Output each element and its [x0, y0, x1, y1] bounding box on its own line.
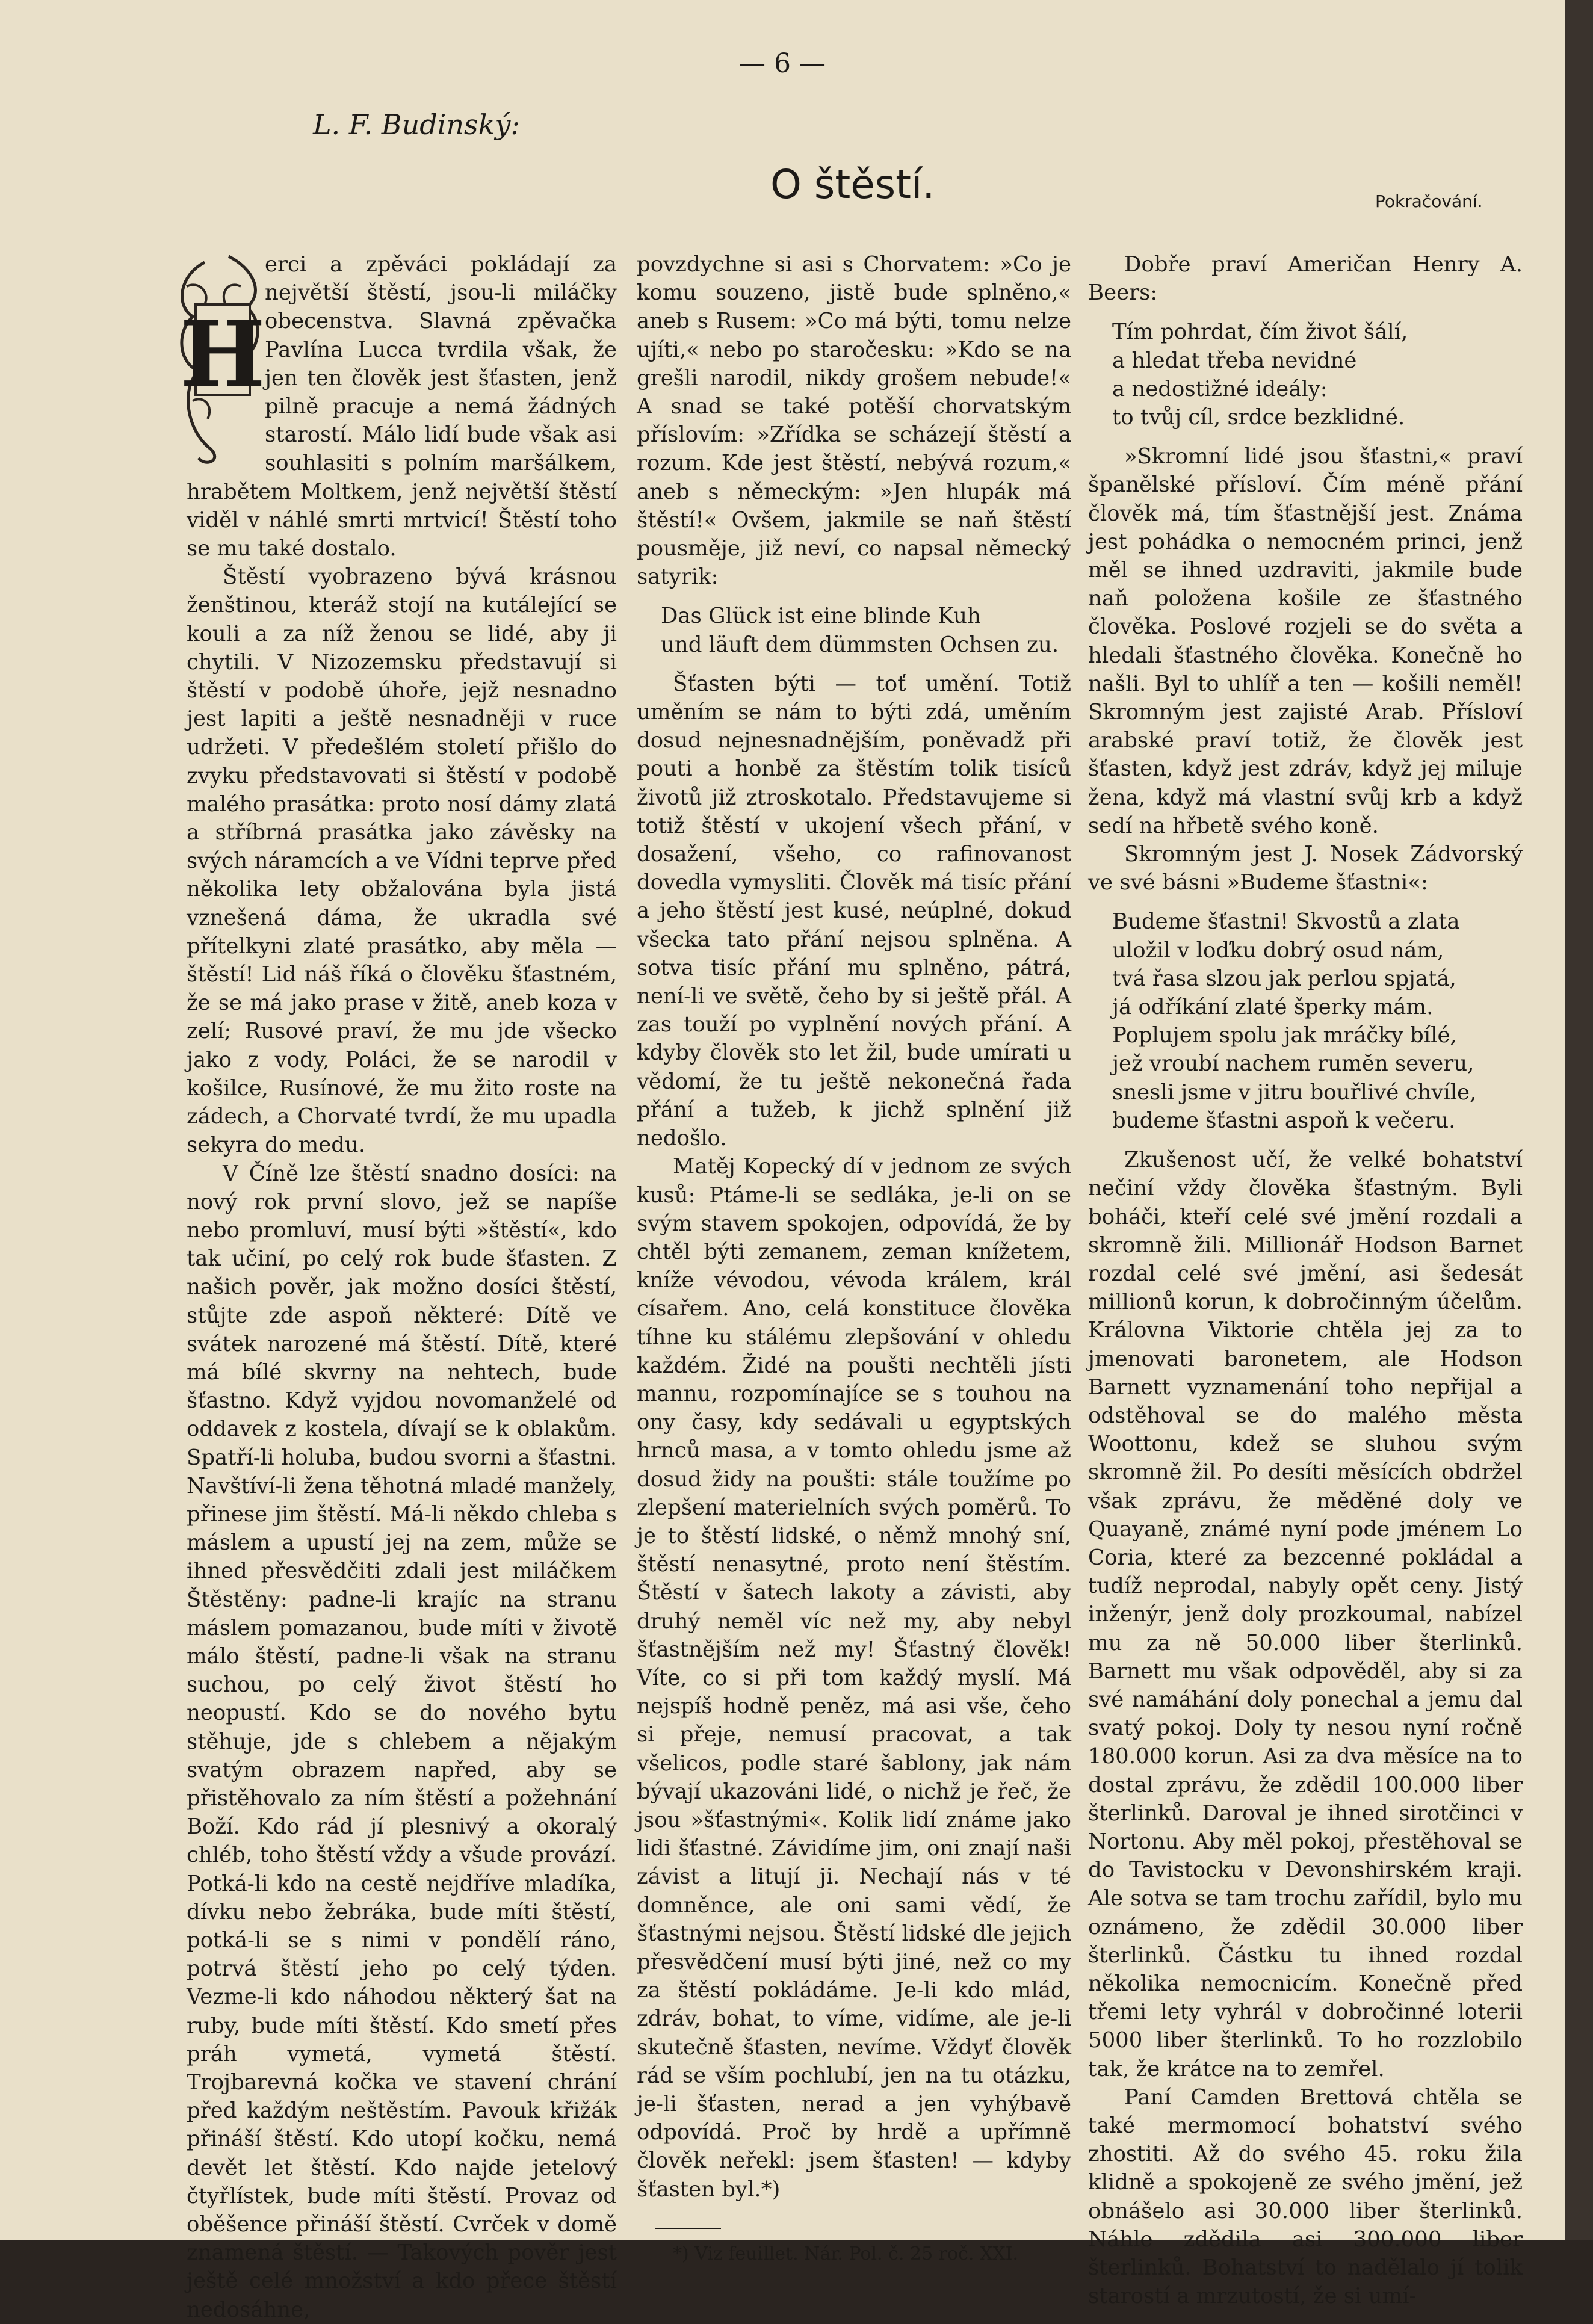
paragraph: »Skromní lidé jsou šťastni,« praví španělské přísloví. Čím méně přání člověk má, tím šťastnější jest. Známa jest pohádka o nemocném princi, jenž měl se ihned uzdraviti, jakmile bude naň položena košile ze šťastného člověka. Poslové rozjeli se do světa a hledali šťastného člověka. Konečně ho našli. Byl to uhlíř a ten — košili neměl! Skromným jest zajisté Arab. Přísloví arabské praví totiž, že člověk jest šťasten, když jest zdráv, když jej miluje žena, když má vlastní svůj krb a když sedí na hřbetě svého koně.: [1088, 444, 1523, 838]
paragraph: povzdychne si asi s Chorvatem: »Co je komu souzeno, jistě bude splněno,« aneb s Rusem: »Co má býti, tomu nelze ujíti,« nebo po staročesku: »Kdo se na grešli narodil, nikdy grošem nebude!« A snad se také potěší chorvatským příslovím: »Zřídka se scházejí štěstí a rozum. Kde jest štěstí, nebývá rozum,« aneb s německým: »Jen hlupák má štěstí!« Ovšem, jakmile se naň štěstí pousměje, již neví, co napsal německý satyrik:: [637, 252, 1071, 590]
paragraph: Paní Camden Brettová chtěla se také mermomocí bohatství svého zhostiti. Až do svého 45. roku žila klidně a spokojeně ze svého jmění, jež obnášelo asi 30.000 liber šterlinků. Náhle zdědila asi 300.000 liber šterlinků. Bohatství to nadělalo jí tolik starostí a mrzutostí, že si umí-: [1088, 2084, 1523, 2309]
author-byline: L. F. Budinský:: [313, 108, 520, 141]
verse-line: a nedostižné ideály:: [1112, 376, 1328, 401]
article-title: O štěstí.: [770, 161, 935, 208]
paragraph: Štěstí vyobrazeno bývá krásnou ženštinou, kteráž stojí na kutálející se kouli a za níž ženou se lidé, aby ji chytili. V Nizozemsku představují si štěstí v podobě úhoře, jejž nesnadno jest lapiti a ještě nesnadněji v ruce udržeti. V předešlém století přišlo do zvyku představovati si štěstí v podobě malého prasátka: proto nosí dámy zlatá a stříbrná prasátka jako závěsky na svých náramcích a ve Vídni teprve před několika lety obžalována byla jistá vznešená dáma, že ukradla své přítelkyni zlaté prasátko, aby měla — štěstí! Lid náš říká o člověku šťastném, že se má jako prase v žitě, aneb koza v zelí; Rusové praví, že mu jde všecko jako z vody, Poláci, že se narodil v košilce, Rusínové, že mu žito roste na zádech, a Chorvaté tvrdí, že mu upadla sekyra do medu.: [187, 564, 617, 1158]
footnote: *) Viz feuillet. Nár. Pol. č. 25 roč. XXI.: [673, 2243, 1019, 2264]
ornamental-dropcap: [169, 250, 265, 473]
column-3: [1088, 250, 1523, 2310]
column-1: [180, 250, 617, 2324]
paragraph: Dobře praví Američan Henry A. Beers:: [1088, 252, 1523, 306]
paragraph: erci a zpěváci pokládají za největší štěstí, jsou-li miláčky obecenstva. Slavná zpěvačka Pavlína Lucca tvrdila však, že jen ten člověk jest šťasten, jenž pilně pracuje a nemá žádných starostí. Málo lidí bude však asi souhlasiti s polním maršálkem, hrabětem Moltkem, jenž největší štěstí viděl v náhlé smrti mrtvicí! Štěstí toho se mu také dostalo.: [187, 252, 617, 561]
footnote-rule: [655, 2228, 721, 2229]
verse-nosek: [1112, 907, 1523, 1135]
verse-line: snesli jsme v jitru bouřlivé chvíle,: [1112, 1080, 1477, 1105]
verse-line: tvá řasa slzou jak perlou spjatá,: [1112, 966, 1456, 991]
verse-line: budeme šťastni aspoň k večeru.: [1112, 1108, 1456, 1133]
verse-line: Budeme šťastni! Skvostů a zlata: [1112, 909, 1460, 935]
verse-line: já odříkání zlaté šperky mám.: [1112, 995, 1434, 1020]
verse-line: Poplujem spolu jak mráčky bílé,: [1112, 1023, 1457, 1048]
verse-line: uložil v loďku dobrý osud nám,: [1112, 938, 1444, 963]
column-2: [637, 250, 1071, 2268]
verse-line: a hledat třeba nevidné: [1112, 348, 1357, 373]
page-number: — 6 —: [739, 48, 826, 79]
verse-beers: [1112, 318, 1523, 431]
paragraph: V Číně lze štěstí snadno dosíci: na nový rok první slovo, jež se napíše nebo promluví, musí býti »štěstí«, kdo tak učiní, po celý rok bude šťasten. Z našich pověr, jak možno dosíci štěstí, stůjte zde aspoň některé: Dítě ve svátek narozené má štěstí. Dítě, které má bílé skvrny na nehtech, bude šťastno. Když vyjdou novomanželé od oddavek z kostela, dívají se k oblakům. Spatří-li holuba, budou svorni a šťastni. Navštíví-li žena těhotná mladé manžely, přinese jim štěstí. Má-li někdo chleba s máslem a upustí jej na zem, může se ihned přesvědčiti zdali jest miláčkem Štěstěny: padne-li krajíc na stranu máslem pomazanou, bude míti v životě málo štěstí, padne-li však na stranu suchou, po celý život štěstí ho neopustí. Kdo se do nového bytu stěhuje, jde s chlebem a nějakým svatým obrazem napřed, aby se přistěhovalo za ním štěstí a požehnání Boží. Kdo rád jí plesnivý a okoralý chléb, toho štěstí vždy a všude provází. Potká-li kdo na cestě nejdříve mladíka, dívku nebo žebráka, bude míti štěstí, potká-li se s nimi v pondělí ráno, potrvá štěstí jeho po celý týden. Vezme-li kdo náhodou některý šat na ruby, bude míti štěstí. Kdo smetí přes práh vymetá, vymetá štěstí. Trojbarevná kočka ve stavení chrání před každým neštěstím. Pavouk křižák přináší štěstí. Kdo utopí kočku, nemá devět let štěstí. Kdo najde jetelový čtyřlístek, bude míti štěstí. Provaz od oběšence přináší štěstí. Cvrček v domě znamená štěstí. — Takových pověr jest ještě celé množství a kdo přece štěstí nedosáhne,: [187, 1161, 617, 2322]
dropcap-letter: H: [180, 301, 265, 407]
paragraph: Matěj Kopecký dí v jednom ze svých kusů: Ptáme-li se sedláka, je-li on se svým stavem spokojen, odpovídá, že by chtěl býti zemanem, zeman knížetem, kníže vévodou, vévoda králem, král císařem. Ano, celá konstituce člověka tíhne ku stálému zlepšování v ohledu každém. Židé na poušti nechtěli jísti mannu, rozpomínajíce se s touhou na ony časy, kdy sedávali u egyptských hrnců masa, a v tomto ohledu jsme až dosud židy na poušti: stále toužíme po zlepšení materielních svých poměrů. To je to štěstí lidské, o němž mnohý sní, štěstí nenasytné, proto není štěstím. Štěstí v šatech lakoty a závisti, aby druhý neměl víc než my, aby nebyl šťastnějším než my! Šťastný člověk! Víte, co si při tom každý myslí. Má nejspíš hodně peněz, má asi vše, čeho si přeje, nemusí pracovat, a tak všelicos, podle staré šablony, jak nám bývají ukazováni lidé, o nichž je řeč, že jsou »šťastnými«. Kolik lidí známe jako lidi šťastné. Závidíme jim, oni znají naši závist a litují ji. Nechají nás v té domněnce, ale oni sami vědí, že šťastnými nejsou. Štěstí lidské dle jejich přesvědčení musí býti jiné, než co my za štěstí pokládáme. Je-li kdo mlád, zdráv, bohat, to víme, vidíme, ale je-li skutečně šťasten, nevíme. Vždyť člověk rád se vším pochlubí, jen na tu otázku, je-li šťasten, nerad a jen vyhýbavě odpovídá. Proč by hrdě a upřímně člověk neřekl: jsem šťasten! — kdyby šťasten byl.*): [637, 1154, 1071, 2202]
verse-line: to tvůj cíl, srdce bezklidné.: [1112, 405, 1405, 430]
dropcap-ornament-icon: [169, 250, 271, 473]
verse-line: jež vroubí nachem rumĕn severu,: [1112, 1051, 1474, 1077]
verse-line: und läuft dem dümmsten Ochsen zu.: [661, 632, 1059, 657]
continued-note: Pokračování.: [1375, 191, 1483, 211]
paragraph: Skromným jest J. Nosek Zádvorský ve své básni »Budeme šťastni«:: [1088, 842, 1523, 895]
paragraph: Šťasten býti — toť umění. Totiž uměním se nám to býti zdá, uměním dosud nejnesnadnějším, poněvadž při pouti a honbě za štěstím tolik tisíců životů již ztroskotalo. Představujeme si totiž štěstí v ukojení všech přání, v dosažení, všeho, co rafinovanost dovedla vymysliti. Člověk má tisíc přání a jeho štěstí jest kusé, neúplné, dokud všecka tato přání nejsou splněna. A sotva tisíc přání mu splněno, pátrá, není-li ve světě, čeho by si ještě přál. A zas touží po vyplnění nových přání. A kdyby člověk sto let žil, bude umírati u vědomí, že tu ještě nekonečná řada přání a tužeb, k jichž splnění již nedošlo.: [637, 671, 1071, 1151]
verse-quote: [661, 602, 1071, 658]
paragraph: Zkušenost učí, že velké bohatství nečiní vždy člověka šťastným. Byli boháči, kteří celé své jmění rozdali a skromně žili. Millionář Hodson Barnet rozdal celé své jmění, asi šedesát millionů korun, k dobročinným účelům. Královna Viktorie chtěla jej za to jmenovati baronetem, ale Hodson Barnett vyznamenání toho nepřijal a odstěhoval se do malého města Woottonu, kdež se sluhou svým skromně žil. Po desíti měsících obdržel však zprávu, že měděné doly ve Quayaně, známé nyní pode jménem Lo Coria, které za bezcenné pokládal a tudíž neprodal, nabyly opět ceny. Jistý inženýr, jenž doly prozkoumal, nabízel mu za ně 50.000 liber šterlinků. Barnett mu však odpověděl, aby si za své namáhání doly ponechal a jemu dal svatý pokoj. Doly ty nesou nyní ročně 180.000 korun. Asi za dva měsíce na to dostal zprávu, že zdědil 100.000 liber šterlinků. Daroval je ihned sirotčinci v Nortonu. Aby měl pokoj, přestěhoval se do Tavistocku v Devonshirském kraji. Ale sotva se tam trochu zařídil, bylo mu oznámeno, že zdědil 30.000 liber šterlinků. Částku tu ihned rozdal několika nemocnicím. Konečně před třemi lety vyhrál v dobročinné loterii 5000 liber šterlinků. To ho rozzlobilo tak, že krátce na to zemřel.: [1088, 1148, 1523, 2081]
verse-line: Tím pohrdat, čím život šálí,: [1112, 320, 1408, 345]
page-binding-edge: [1565, 0, 1593, 2240]
verse-line: Das Glück ist eine blinde Kuh: [661, 604, 981, 629]
